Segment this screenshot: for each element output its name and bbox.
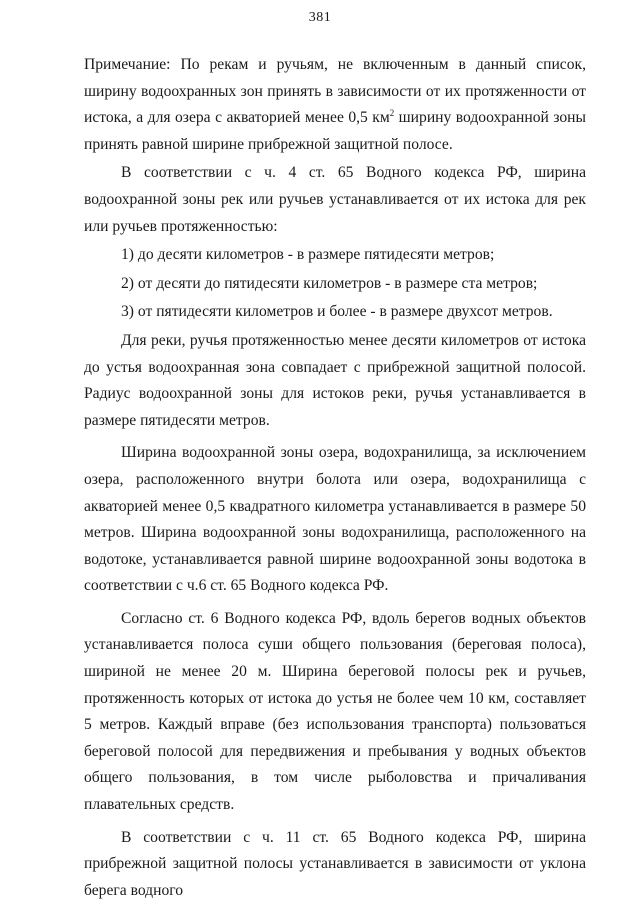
document-body (84, 52, 586, 904)
paragraph-water-zone-rivers: В соответствии с ч. 4 ст. 65 Водного кодекса РФ, ширина водоохранной зоны рек или ручьев устанавливается от их истока для рек или ручьев протяженностью: (84, 164, 586, 235)
paragraph-lakes-reservoirs: Ширина водоохранной зоны озера, водохранилища, за исключением озера, расположенного внутри болота или озера, водохранилища с акваторией менее 0,5 квадратного километра устанавливается в размере 50 метров. Ширина водоохранной зоны водохранилища, расположенного на водотоке, устанавливается равной ширине водоохранной зоны водотока в соответствии с ч.6 ст. 65 Водного кодекса РФ. (84, 444, 586, 595)
paragraph-short-rivers: Для реки, ручья протяженностью менее десяти километров от истока до устья водоохранная зона совпадает с прибрежной защитной полосой. Радиус водоохранной зоны для истоков реки, ручья устанавливается в размере пятидесяти метров. (84, 331, 586, 429)
list-item-1: 1) до десяти километров - в размере пятидесяти метров; (121, 246, 495, 264)
list-item-3: 3) от пятидесяти километров и более - в размере двухсот метров. (121, 303, 553, 321)
note-paragraph (84, 52, 586, 158)
note-superscript: 2 (389, 108, 395, 118)
paragraph-shore-strip: Согласно ст. 6 Водного кодекса РФ, вдоль берегов водных объектов устанавливается полоса суши общего пользования (береговая полоса), шириной не менее 20 м. Ширина береговой полосы рек и ручьев, протяженность которых от истока до устья не более чем 10 км, составляет 5 метров. Каждый вправе (без использования транспорта) пользоваться береговой полосой для передвижения и пребывания у водных объектов общего пользования, в том числе рыболовства и причаливания плавательных средств. (84, 609, 586, 814)
page-number: 381 (308, 10, 332, 25)
note-text-start: Примечание: По рекам и ручьям, не включенным в данный список, ширину водоохранных зон принять в зависимости от их протяженности от истока, а для озера с акваторией менее 0,5 км (84, 56, 586, 127)
note-text-end: ширину водоохранной зоны принять равной ширине прибрежной защитной полосе. (84, 109, 587, 153)
list-item-2: 2) от десяти до пятидесяти километров - в размере ста метров; (121, 274, 538, 292)
paragraph-protective-strip: В соответствии с ч. 11 ст. 65 Водного кодекса РФ, ширина прибрежной защитной полосы устанавливается в зависимости от уклона берега водного (84, 828, 586, 899)
